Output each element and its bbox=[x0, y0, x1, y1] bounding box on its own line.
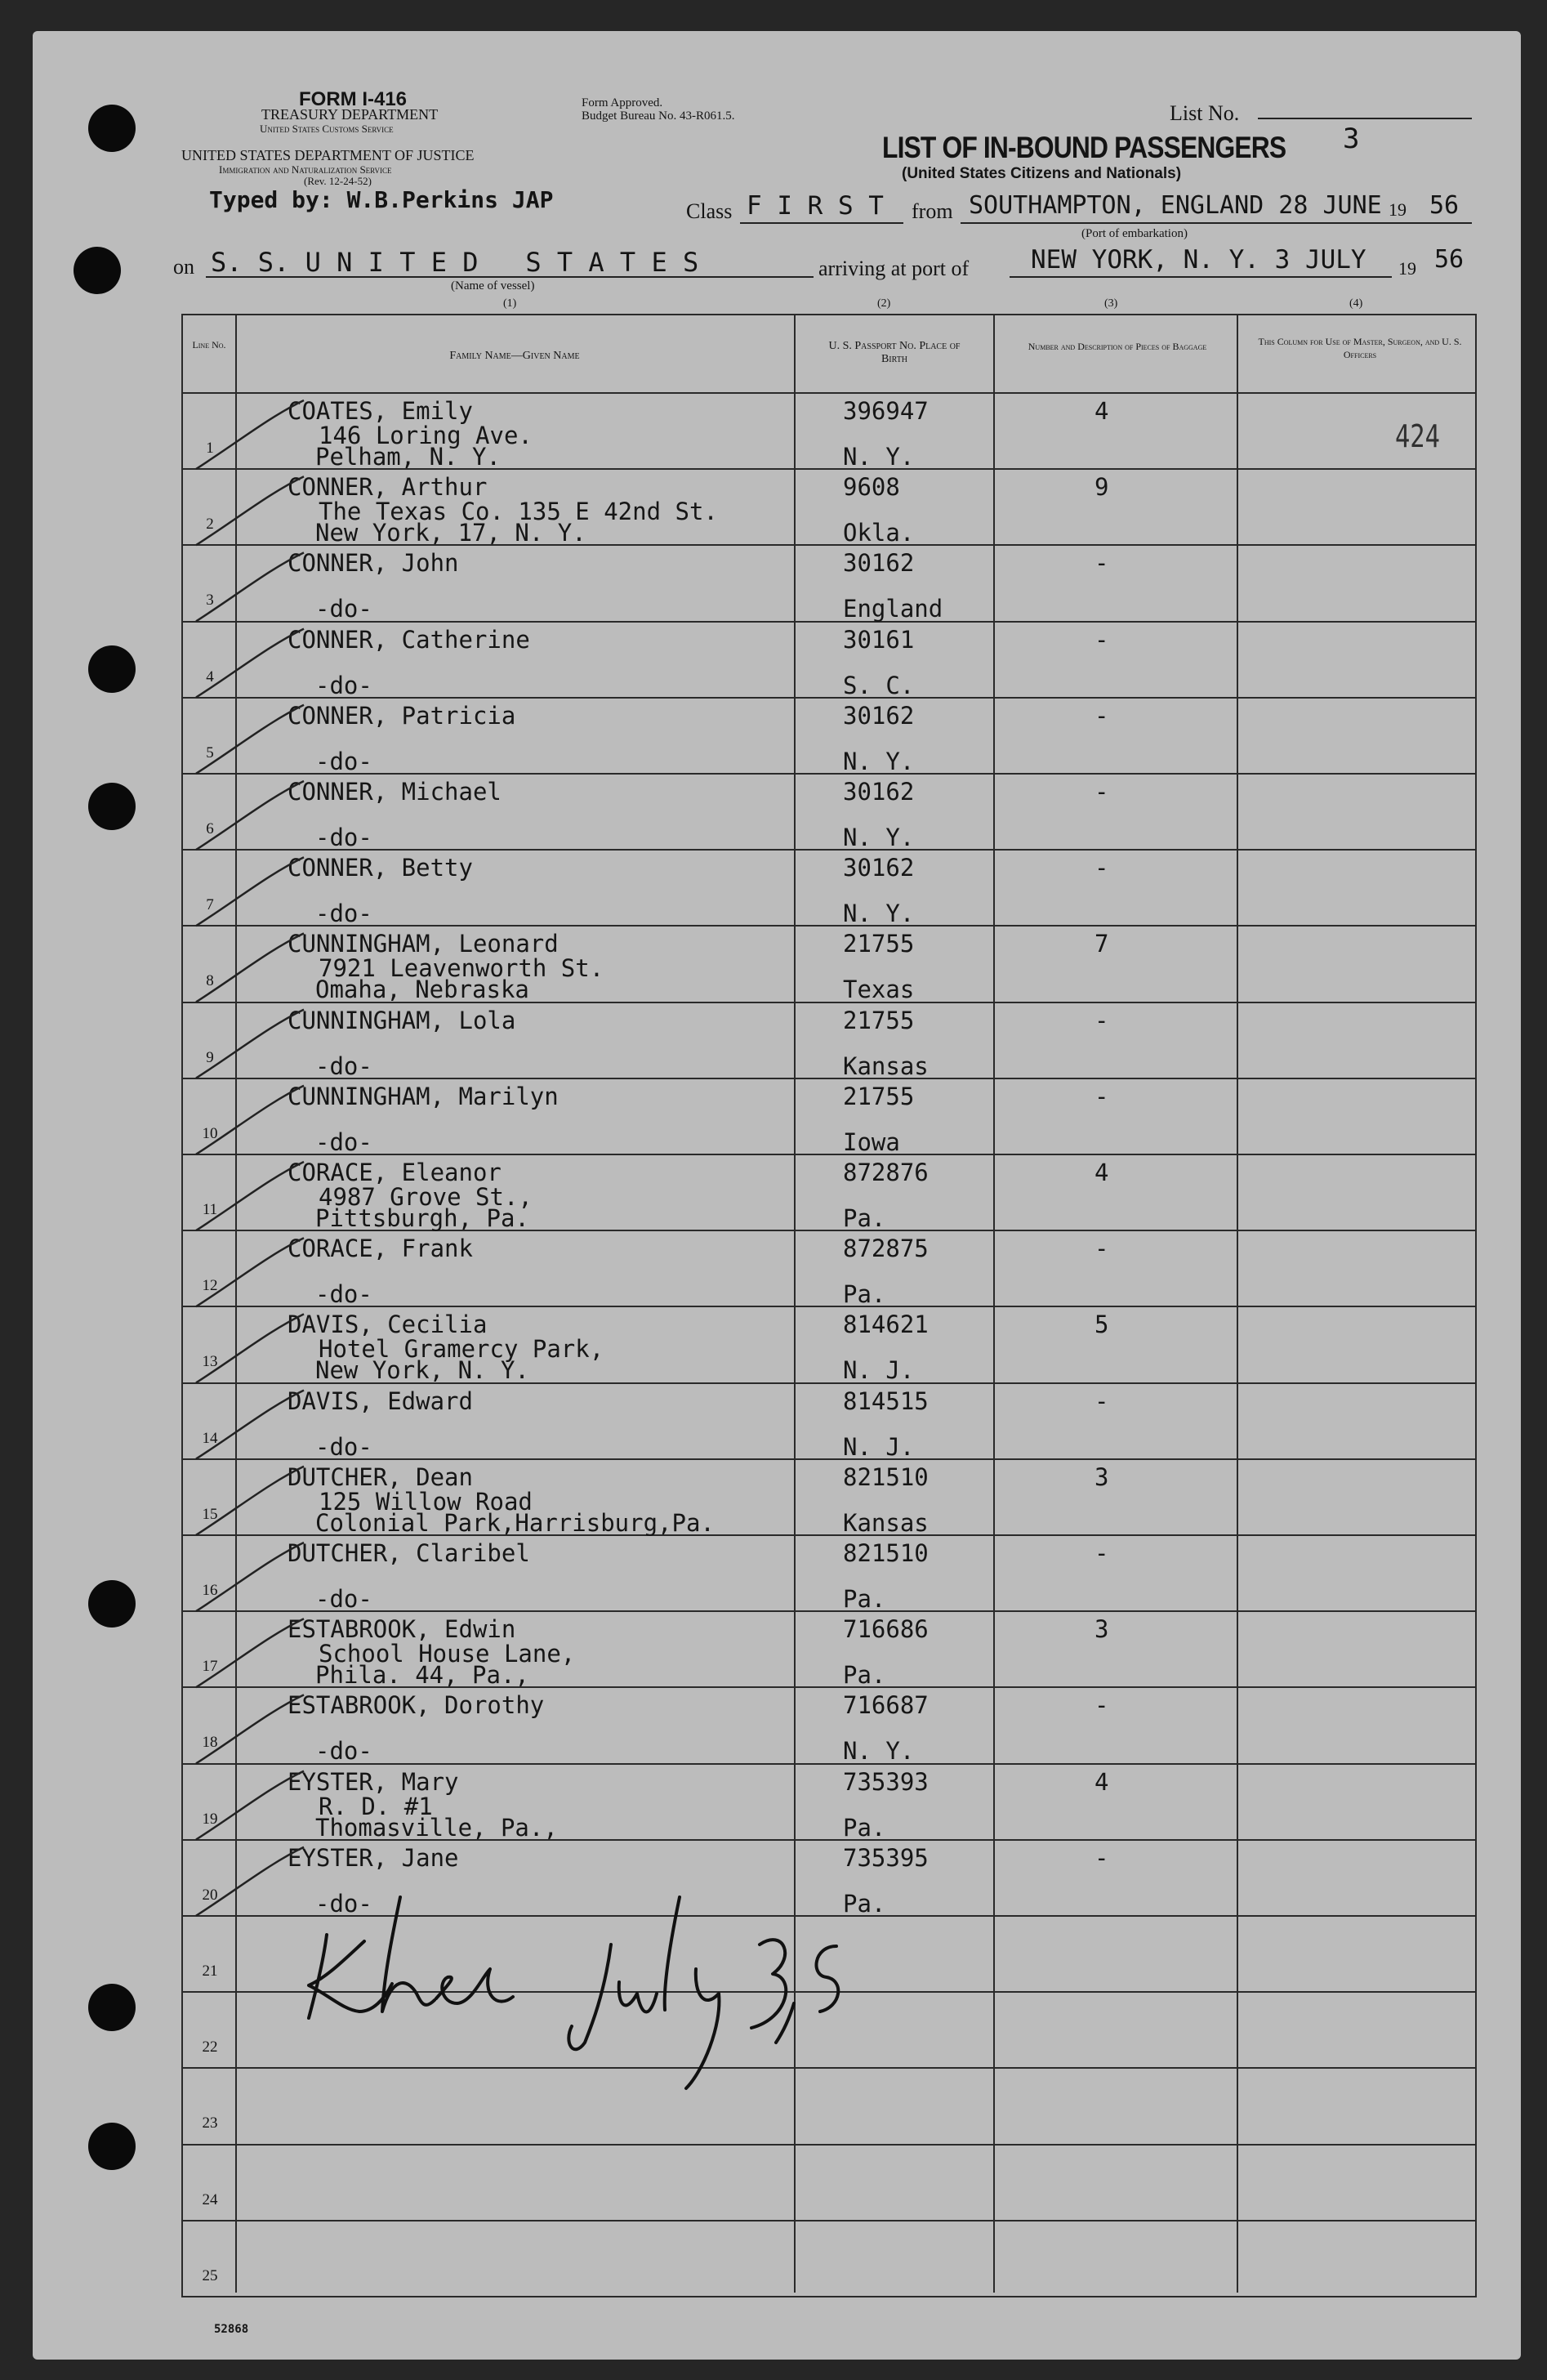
place-of-birth: N. Y. bbox=[843, 747, 915, 775]
year-prefix-2: 19 bbox=[1398, 258, 1416, 279]
baggage-count: 9 bbox=[1094, 473, 1109, 502]
passport-number: 30162 bbox=[843, 549, 915, 578]
header-name: Family Name—Given Name bbox=[449, 350, 580, 362]
line-number: 16 bbox=[202, 1582, 218, 1599]
baggage-count: 4 bbox=[1094, 397, 1109, 425]
passenger-address-2: Thomasville, Pa., bbox=[315, 1813, 558, 1842]
baggage-count: - bbox=[1094, 1386, 1109, 1415]
baggage-count: 7 bbox=[1094, 930, 1109, 958]
line-number: 14 bbox=[202, 1429, 218, 1447]
passenger-address-2: -do- bbox=[315, 747, 372, 775]
passenger-name: CUNNINGHAM, Leonard bbox=[288, 930, 559, 958]
tick-mark bbox=[196, 1162, 304, 1230]
baggage-count: 5 bbox=[1094, 1311, 1109, 1339]
from-label: from bbox=[912, 199, 953, 223]
passenger-address-1: The Texas Co. 135 E 42nd St. bbox=[319, 498, 718, 526]
line-number: 23 bbox=[202, 2114, 218, 2132]
line-number: 4 bbox=[206, 668, 214, 685]
passenger-address-2: -do- bbox=[315, 1127, 372, 1156]
place-of-birth: N. J. bbox=[843, 1432, 915, 1461]
passenger-address-2: New York, 17, N. Y. bbox=[315, 519, 586, 547]
tick-mark bbox=[196, 629, 304, 698]
passport-number: 21755 bbox=[843, 1082, 915, 1110]
passenger-name: CUNNINGHAM, Lola bbox=[288, 1006, 516, 1034]
passenger-name: CORACE, Frank bbox=[288, 1235, 473, 1263]
year-2: 56 bbox=[1434, 245, 1465, 274]
passport-number: 821510 bbox=[843, 1539, 929, 1567]
passenger-name: CORACE, Eleanor bbox=[288, 1159, 502, 1186]
footer-code: 52868 bbox=[214, 2323, 249, 2336]
baggage-count: - bbox=[1094, 1691, 1109, 1720]
line-number: 7 bbox=[206, 896, 214, 914]
line-number: 18 bbox=[202, 1734, 218, 1752]
tick-mark bbox=[196, 1238, 304, 1306]
line-number: 22 bbox=[202, 2038, 218, 2056]
year-prefix-1: 19 bbox=[1389, 199, 1407, 220]
passport-number: 30161 bbox=[843, 625, 915, 654]
line-number: 5 bbox=[206, 743, 214, 761]
passport-number: 814621 bbox=[843, 1311, 929, 1339]
passenger-name: EYSTER, Jane bbox=[288, 1843, 459, 1872]
passenger-address-2: -do- bbox=[315, 595, 372, 623]
tick-mark bbox=[196, 400, 304, 469]
place-of-birth: N. Y. bbox=[843, 443, 915, 471]
tick-mark bbox=[196, 1619, 304, 1687]
place-of-birth: England bbox=[843, 595, 943, 623]
passenger-name: CONNER, Catherine bbox=[288, 625, 530, 654]
line-number: 15 bbox=[202, 1505, 218, 1523]
form-number: FORM I-416 bbox=[299, 88, 408, 110]
header-passport: U. S. Passport No. Place of Birth bbox=[828, 340, 961, 365]
line-number: 9 bbox=[206, 1048, 214, 1066]
passenger-name: DUTCHER, Claribel bbox=[288, 1539, 530, 1567]
baggage-count: - bbox=[1094, 1006, 1109, 1034]
ins-service: Immigration and Naturalization Service bbox=[219, 163, 392, 176]
col-num-3: (3) bbox=[1104, 297, 1118, 310]
tick-mark bbox=[196, 933, 304, 1002]
passport-number: 30162 bbox=[843, 701, 915, 730]
passenger-address-2: New York, N. Y. bbox=[315, 1356, 529, 1385]
line-number: 19 bbox=[202, 1810, 218, 1828]
passenger-name: CONNER, Patricia bbox=[288, 701, 516, 730]
line-number: 12 bbox=[202, 1277, 218, 1295]
vessel-name: S. S. U N I T E D S T A T E S bbox=[211, 247, 699, 278]
tick-mark bbox=[196, 857, 304, 926]
passenger-name: CONNER, John bbox=[288, 549, 459, 578]
passenger-address-2: Colonial Park,Harrisburg,Pa. bbox=[315, 1508, 715, 1537]
passenger-name: ESTABROOK, Edwin bbox=[288, 1615, 516, 1644]
line-number: 21 bbox=[202, 1962, 218, 1980]
passenger-address-1: Hotel Gramercy Park, bbox=[319, 1335, 604, 1364]
col-num-2: (2) bbox=[877, 297, 891, 310]
place-of-birth: N. Y. bbox=[843, 900, 915, 928]
list-no-label: List No. bbox=[1170, 101, 1240, 125]
place-of-birth: N. Y. bbox=[843, 1737, 915, 1766]
place-of-birth: S. C. bbox=[843, 671, 915, 699]
place-of-birth: Iowa bbox=[843, 1127, 900, 1156]
list-no-value: 3 bbox=[1343, 123, 1360, 155]
year-1: 56 bbox=[1429, 191, 1460, 220]
place-of-birth: Pa. bbox=[843, 1889, 886, 1918]
line-number: 3 bbox=[206, 592, 214, 610]
tick-mark bbox=[196, 1771, 304, 1840]
baggage-count: - bbox=[1094, 1843, 1109, 1872]
passenger-name: CUNNINGHAM, Marilyn bbox=[288, 1082, 559, 1110]
passenger-address-2: -do- bbox=[315, 1889, 372, 1918]
line-number: 1 bbox=[206, 440, 214, 457]
passenger-address-2: -do- bbox=[315, 1737, 372, 1766]
header-baggage: Number and Description of Pieces of Baggage bbox=[1028, 341, 1207, 352]
place-of-birth: Pa. bbox=[843, 1813, 886, 1842]
baggage-count: 3 bbox=[1094, 1462, 1109, 1491]
passenger-address-2: -do- bbox=[315, 824, 372, 851]
line-number: 13 bbox=[202, 1353, 218, 1371]
tick-mark bbox=[196, 476, 304, 545]
passenger-name: CONNER, Arthur bbox=[288, 473, 488, 502]
class-label: Class bbox=[686, 199, 733, 223]
line-number: 10 bbox=[202, 1124, 218, 1142]
document-subtitle: (United States Citizens and Nationals) bbox=[902, 165, 1182, 182]
tick-mark bbox=[196, 1086, 304, 1154]
place-of-birth: N. J. bbox=[843, 1356, 915, 1385]
embarkation-label: (Port of embarkation) bbox=[1081, 227, 1188, 240]
typed-by: Typed by: W.B.Perkins JAP bbox=[209, 186, 554, 213]
line-number: 8 bbox=[206, 972, 214, 990]
passport-number: 30162 bbox=[843, 854, 915, 882]
passenger-address-2: Pittsburgh, Pa. bbox=[315, 1204, 529, 1232]
passenger-name: CONNER, Betty bbox=[288, 854, 473, 882]
passenger-name: CONNER, Michael bbox=[288, 778, 502, 806]
place-of-birth: Pa. bbox=[843, 1661, 886, 1690]
tick-mark bbox=[196, 1467, 304, 1535]
passenger-address-2: -do- bbox=[315, 1280, 372, 1309]
passport-number: 30162 bbox=[843, 778, 915, 806]
place-of-birth: Kansas bbox=[843, 1052, 929, 1080]
arriving-label: arriving at port of bbox=[818, 257, 970, 280]
passport-number: 821510 bbox=[843, 1462, 929, 1491]
passenger-address-1: 125 Willow Road bbox=[319, 1487, 533, 1516]
passport-number: 716687 bbox=[843, 1691, 929, 1720]
passenger-name: DAVIS, Edward bbox=[288, 1386, 473, 1415]
baggage-count: 4 bbox=[1094, 1159, 1109, 1186]
treasury-dept: TREASURY DEPARTMENT bbox=[261, 106, 439, 123]
stamp-number: 424 bbox=[1395, 418, 1440, 454]
passport-number: 9608 bbox=[843, 473, 900, 502]
place-of-birth: Pa. bbox=[843, 1280, 886, 1309]
place-of-birth: Okla. bbox=[843, 519, 915, 547]
col-num-1: (1) bbox=[503, 297, 517, 310]
arrival-port: NEW YORK, N. Y. 3 JULY bbox=[1031, 245, 1366, 275]
baggage-count: - bbox=[1094, 1235, 1109, 1263]
passenger-name: DUTCHER, Dean bbox=[288, 1462, 473, 1491]
passenger-address-2: -do- bbox=[315, 1052, 372, 1080]
baggage-count: - bbox=[1094, 778, 1109, 806]
place-of-birth: Texas bbox=[843, 976, 915, 1004]
tick-mark bbox=[196, 1543, 304, 1611]
line-number: 11 bbox=[202, 1201, 218, 1218]
place-of-birth: N. Y. bbox=[843, 824, 915, 851]
baggage-count: - bbox=[1094, 854, 1109, 882]
passenger-address-2: -do- bbox=[315, 1432, 372, 1461]
passenger-address-1: R. D. #1 bbox=[319, 1792, 433, 1820]
class-value: F I R S T bbox=[747, 191, 884, 221]
baggage-count: 3 bbox=[1094, 1615, 1109, 1644]
passport-number: 814515 bbox=[843, 1386, 929, 1415]
baggage-count: - bbox=[1094, 625, 1109, 654]
passenger-address-2: Phila. 44, Pa., bbox=[315, 1661, 529, 1690]
passenger-address-2: -do- bbox=[315, 671, 372, 699]
vessel-label: (Name of vessel) bbox=[451, 279, 535, 292]
line-number: 20 bbox=[202, 1886, 218, 1904]
revision-date: (Rev. 12-24-52) bbox=[304, 175, 372, 187]
tick-mark bbox=[196, 1314, 304, 1382]
passport-number: 872875 bbox=[843, 1235, 929, 1263]
on-label: on bbox=[173, 255, 194, 279]
passport-number: 735393 bbox=[843, 1767, 929, 1796]
passenger-name: EYSTER, Mary bbox=[288, 1767, 459, 1796]
form-approved: Form Approved. bbox=[582, 96, 663, 109]
baggage-count: 4 bbox=[1094, 1767, 1109, 1796]
tick-mark bbox=[196, 552, 304, 621]
baggage-count: - bbox=[1094, 549, 1109, 578]
line-number: 2 bbox=[206, 516, 214, 534]
tick-mark bbox=[196, 1847, 304, 1916]
tick-mark bbox=[196, 781, 304, 850]
tick-mark bbox=[196, 1010, 304, 1078]
tick-mark bbox=[196, 705, 304, 774]
passenger-address-1: School House Lane, bbox=[319, 1640, 576, 1668]
header-line-no: Line No. bbox=[192, 339, 226, 351]
line-number: 6 bbox=[206, 820, 214, 837]
passenger-address-2: -do- bbox=[315, 900, 372, 928]
header-officers: This Column for Use of Master, Surgeon, and U. S. Officers bbox=[1258, 336, 1462, 360]
budget-bureau: Budget Bureau No. 43-R061.5. bbox=[582, 109, 735, 123]
embarkation-port: SOUTHAMPTON, ENGLAND 28 JUNE bbox=[969, 191, 1382, 220]
col-num-4: (4) bbox=[1349, 297, 1363, 310]
passenger-name: DAVIS, Cecilia bbox=[288, 1311, 488, 1339]
baggage-count: - bbox=[1094, 1082, 1109, 1110]
passport-number: 872876 bbox=[843, 1159, 929, 1186]
passenger-name: ESTABROOK, Dorothy bbox=[288, 1691, 545, 1720]
passport-number: 21755 bbox=[843, 930, 915, 958]
baggage-count: - bbox=[1094, 1539, 1109, 1567]
passenger-address-1: 146 Loring Ave. bbox=[319, 422, 533, 449]
passport-number: 716686 bbox=[843, 1615, 929, 1644]
line-number: 24 bbox=[202, 2190, 218, 2208]
passenger-address-2: Omaha, Nebraska bbox=[315, 976, 529, 1004]
baggage-count: - bbox=[1094, 701, 1109, 730]
passport-number: 21755 bbox=[843, 1006, 915, 1034]
place-of-birth: Pa. bbox=[843, 1585, 886, 1613]
passport-number: 735395 bbox=[843, 1843, 929, 1872]
customs-service: United States Customs Service bbox=[260, 123, 394, 135]
passenger-address-2: Pelham, N. Y. bbox=[315, 443, 501, 471]
place-of-birth: Kansas bbox=[843, 1508, 929, 1537]
tick-mark bbox=[196, 1695, 304, 1763]
passenger-address-1: 7921 Leavenworth St. bbox=[319, 954, 604, 983]
passenger-address-1: 4987 Grove St., bbox=[319, 1183, 533, 1211]
passenger-address-2: -do- bbox=[315, 1585, 372, 1613]
document-title: LIST OF IN-BOUND PASSENGERS bbox=[882, 131, 1286, 164]
justice-dept: UNITED STATES DEPARTMENT OF JUSTICE bbox=[181, 147, 475, 163]
place-of-birth: Pa. bbox=[843, 1204, 886, 1232]
line-number: 17 bbox=[202, 1658, 218, 1676]
tick-mark bbox=[196, 1391, 304, 1459]
line-number: 25 bbox=[202, 2266, 218, 2284]
passenger-name: COATES, Emily bbox=[288, 397, 473, 425]
passport-number: 396947 bbox=[843, 397, 929, 425]
